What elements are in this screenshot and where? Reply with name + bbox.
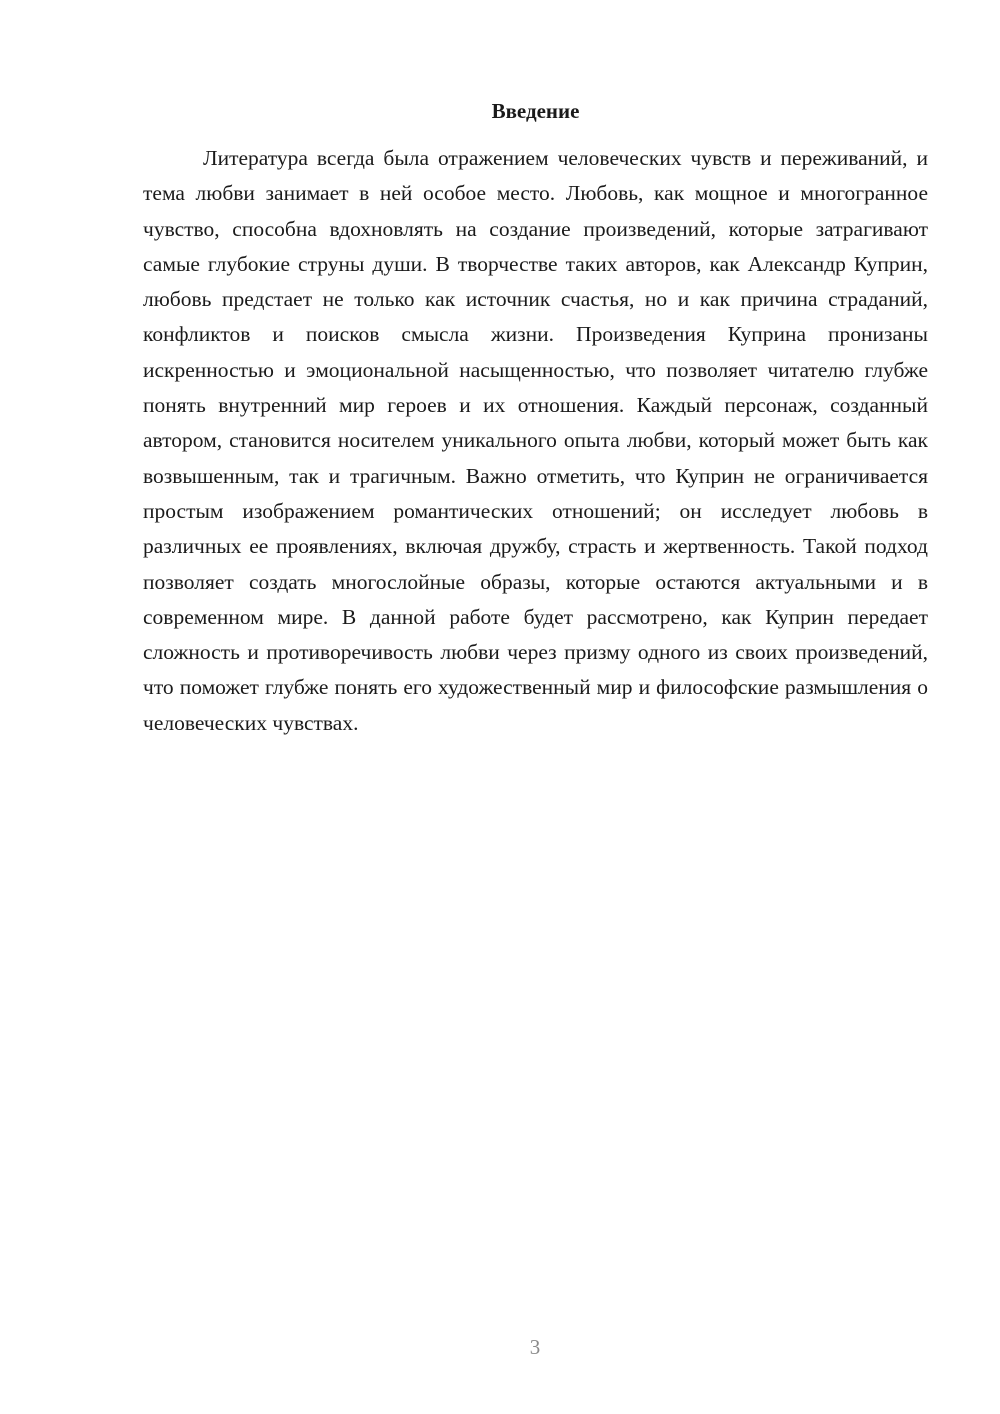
page-number: 3 <box>529 1335 541 1359</box>
section-heading: Введение <box>491 99 580 123</box>
body-paragraph: Литература всегда была отражением человеческих чувств и переживаний, и тема любви занимает в ней особое место. Любовь, как мощное и многогранное чувство, способна вдохновлять на создание произведений, которые затрагивают самые глубокие струны души. В творчестве таких авторов, как Александр Куприн, любовь предстает не только как источник счастья, но и как причина страданий, конфликтов и поисков смысла жизни. Произведения Куприна пронизаны искренностью и эмоциональной насыщенностью, что позволяет читателю глубже понять внутренний мир героев и их отношения. Каждый персонаж, созданный автором, становится носителем уникального опыта любви, который может быть как возвышенным, так и трагичным. Важно отметить, что Куприн не ограничивается простым изображением романтических отношений; он исследует любовь в различных ее проявлениях, включая дружбу, страсть и жертвенность. Такой подход позволяет создать многослойные образы, которые остаются актуальными и в современном мире. В данной работе будет рассмотрено, как Куприн передает сложность и противоречивость любви через призму одного из своих произведений, что поможет глубже понять его художественный мир и философские размышления о человеческих чувствах. <box>143 146 928 735</box>
